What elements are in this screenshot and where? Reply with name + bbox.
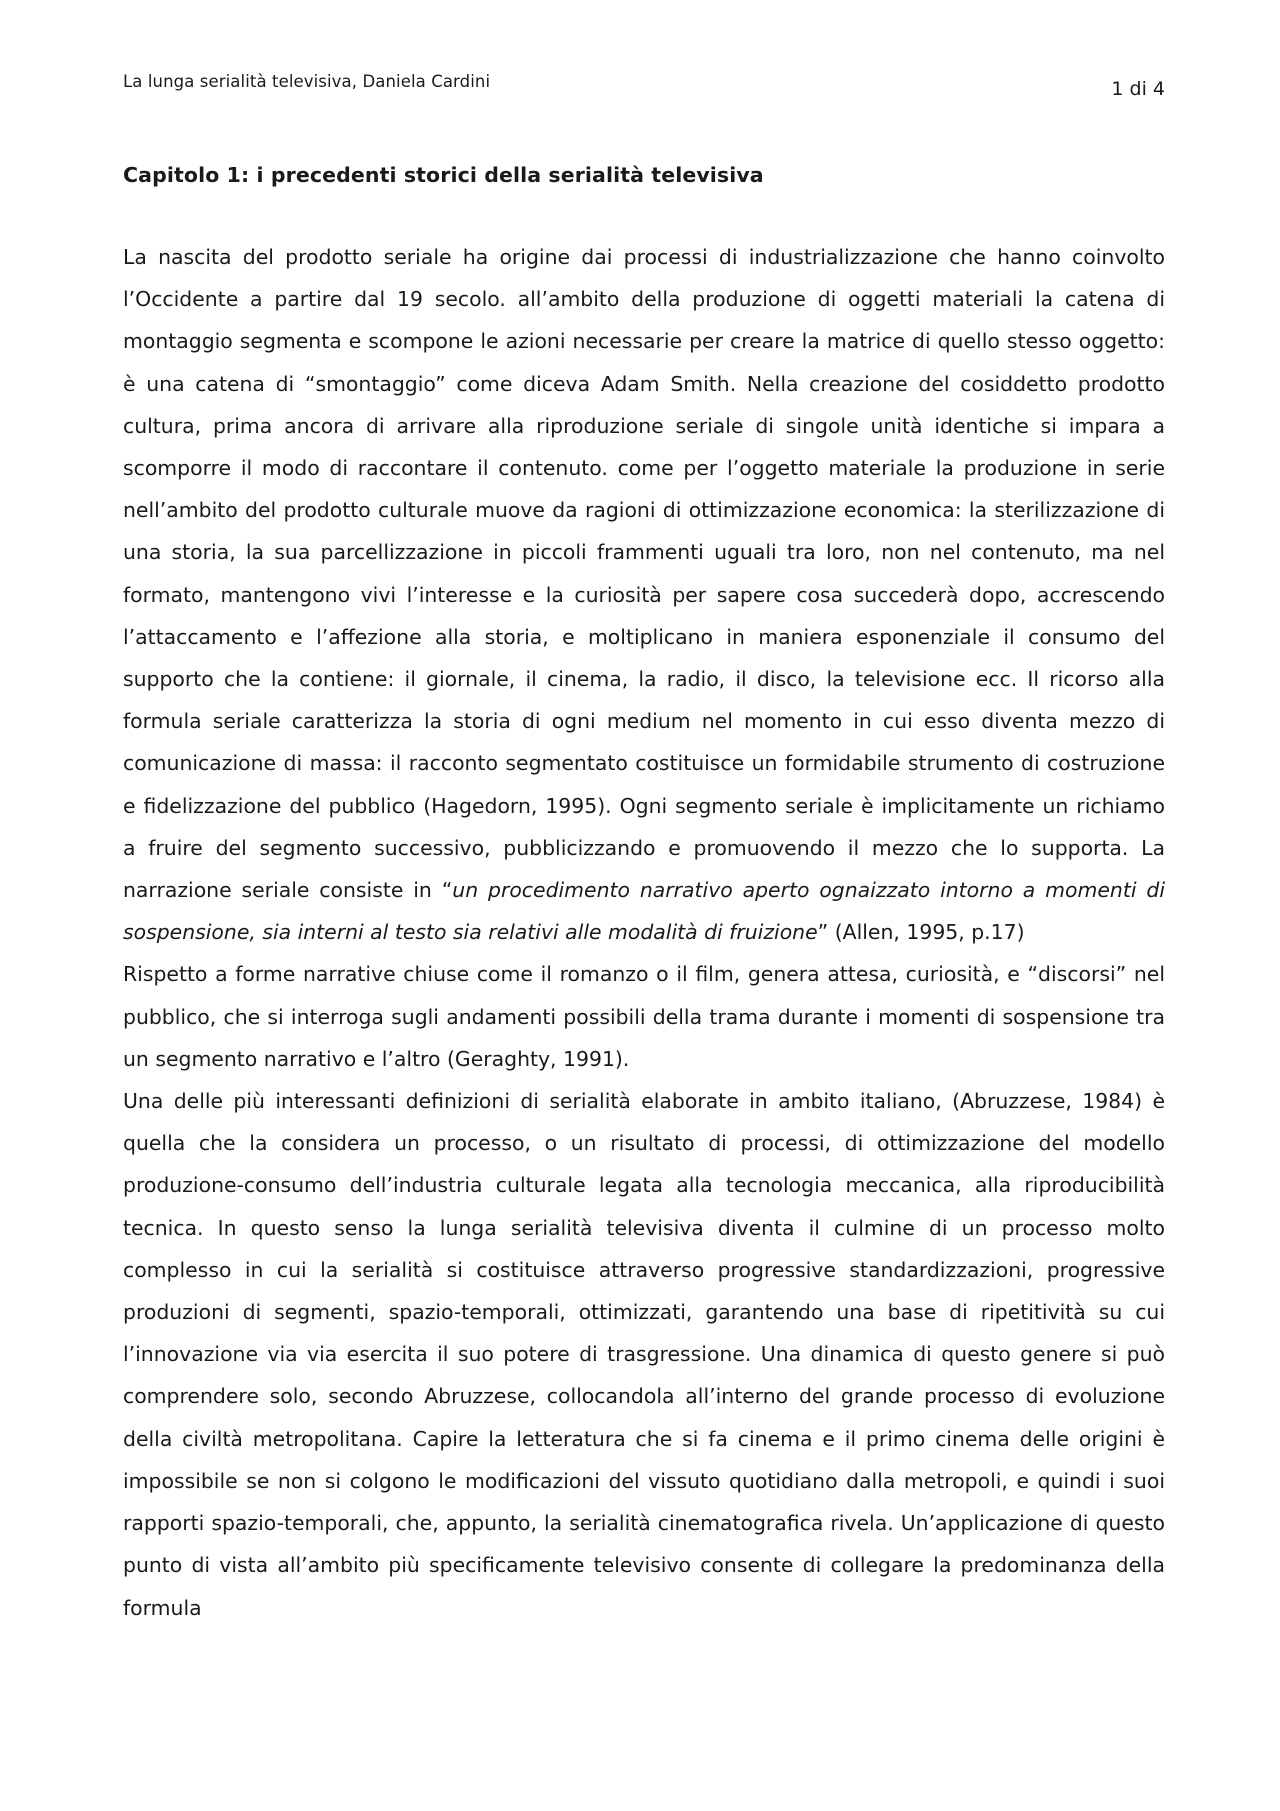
page-number: 1 di 4 (1111, 78, 1165, 100)
document-title: La lunga serialità televisiva, Daniela Cardini (123, 72, 491, 91)
running-header (123, 72, 1165, 102)
body-text (123, 236, 1165, 1629)
paragraph-2: Rispetto a forme narrative chiuse come il romanzo o il film, genera attesa, curiosità, e “discorsi” nel pubblico, che si interroga sugli andamenti possibili della trama durante i momenti di sospensione tra un segmento narrativo e l’altro (Geraghty, 1991). (123, 962, 1165, 1071)
chapter-title: Capitolo 1: i precedenti storici della serialità televisiva (123, 163, 764, 187)
italic-quote: un procedimento narrativo aperto ognaizzato intorno a momenti di sospensione, sia interni al testo sia relativi alle modalità di fruizione (123, 878, 1165, 945)
paragraph-3: Una delle più interessanti definizioni di serialità elaborate in ambito italiano, (Abruzzese, 1984) è quella che la considera un processo, o un risultato di processi, di ottimizzazione del modello produzione-consumo dell’industria culturale legata alla tecnologia meccanica, alla riproducibilità tecnica. In questo senso la lunga serialità televisiva diventa il culmine di un processo molto complesso in cui la serialità si costituisce attraverso progressive standardizzazioni, progressive produzioni di segmenti, spazio-temporali, ottimizzati, garantendo una base di ripetitività su cui l’innovazione via via esercita il suo potere di trasgressione. Una dinamica di questo genere si può comprendere solo, secondo Abruzzese, collocandola all’interno del grande processo di evoluzione della civiltà metropolitana. Capire la letteratura che si fa cinema e il primo cinema delle origini è impossibile se non si colgono le modificazioni del vissuto quotidiano dalla metropoli, e quindi i suoi rapporti spazio-temporali, che, appunto, la serialità cinematografica rivela. Un’applicazione di questo punto di vista all’ambito più specificamente televisivo consente di collegare la predominanza della formula (123, 1089, 1165, 1620)
paragraph-1 (123, 236, 1165, 953)
paragraph-1-text: La nascita del prodotto seriale ha origine dai processi di industrializzazione che hanno coinvolto l’Occidente a partire dal 19 secolo. all’ambito della produzione di oggetti materiali la catena di montaggio segmenta e scompone le azioni necessarie per creare la matrice di quello stesso oggetto: è una catena di “smontaggio” come diceva Adam Smith. Nella creazione del cosiddetto prodotto cultura, prima ancora di arrivare alla riproduzione seriale di singole unità identiche si impara a scomporre il modo di raccontare il contenuto. come per l’oggetto materiale la produzione in serie nell’ambito del prodotto culturale muove da ragioni di ottimizzazione economica: la sterilizzazione di una storia, la sua parcellizzazione in piccoli frammenti uguali tra loro, non nel contenuto, ma nel formato, mantengono vivi l’interesse e la curiosità per sapere cosa succederà dopo, accrescendo l’attaccamento e l’affezione alla storia, e moltiplicano in maniera esponenziale il consumo del supporto che la contiene: il giornale, il cinema, la radio, il disco, la televisione ecc. Il ricorso alla formula seriale caratterizza la storia di ogni medium nel momento in cui esso diventa mezzo di comunicazione di massa: il racconto segmentato costituisce un formidabile strumento di costruzione e fidelizzazione del pubblico (Hagedorn, 1995). Ogni segmento seriale è implicitamente un richiamo a fruire del segmento successivo, pubblicizzando e promuovendo il mezzo che lo supporta. La narrazione seriale consiste in “ (123, 245, 1165, 903)
quote-citation: ” (Allen, 1995, p.17) (817, 920, 1025, 945)
